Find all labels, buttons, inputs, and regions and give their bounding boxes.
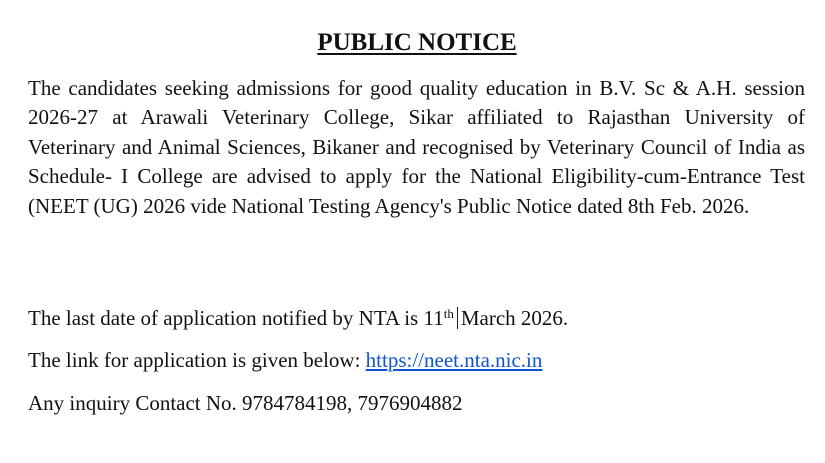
deadline-suffix: March 2026. xyxy=(460,306,569,330)
application-link[interactable]: https://neet.nta.nic.in xyxy=(365,348,543,372)
notice-body-paragraph: The candidates seeking admissions for good quality education in B.V. Sc & A.H. session 2026-27 at Arawali Veterinary College, Sikar affiliated to Rajasthan University of Veterinary and Animal Sciences, Bikaner and recognised by Veterinary Council of India as Schedule- I College are advised to apply for the National Eligibility-cum-Entrance Test (NEET (UG) 2026 vide National Testing Agency's Public Notice dated 8th Feb. 2026. xyxy=(28,76,805,218)
application-link-prefix: The link for application is given below: xyxy=(28,348,366,372)
text-cursor xyxy=(457,307,458,329)
deadline-line xyxy=(28,305,568,331)
notice-title: PUBLIC NOTICE xyxy=(317,29,517,56)
contact-line: Any inquiry Contact No. 9784784198, 7976904882 xyxy=(28,391,463,415)
deadline-ordinal-suffix: th xyxy=(443,306,454,321)
application-link-line xyxy=(28,347,542,373)
deadline-prefix: The last date of application notified by NTA is 11 xyxy=(28,306,444,330)
